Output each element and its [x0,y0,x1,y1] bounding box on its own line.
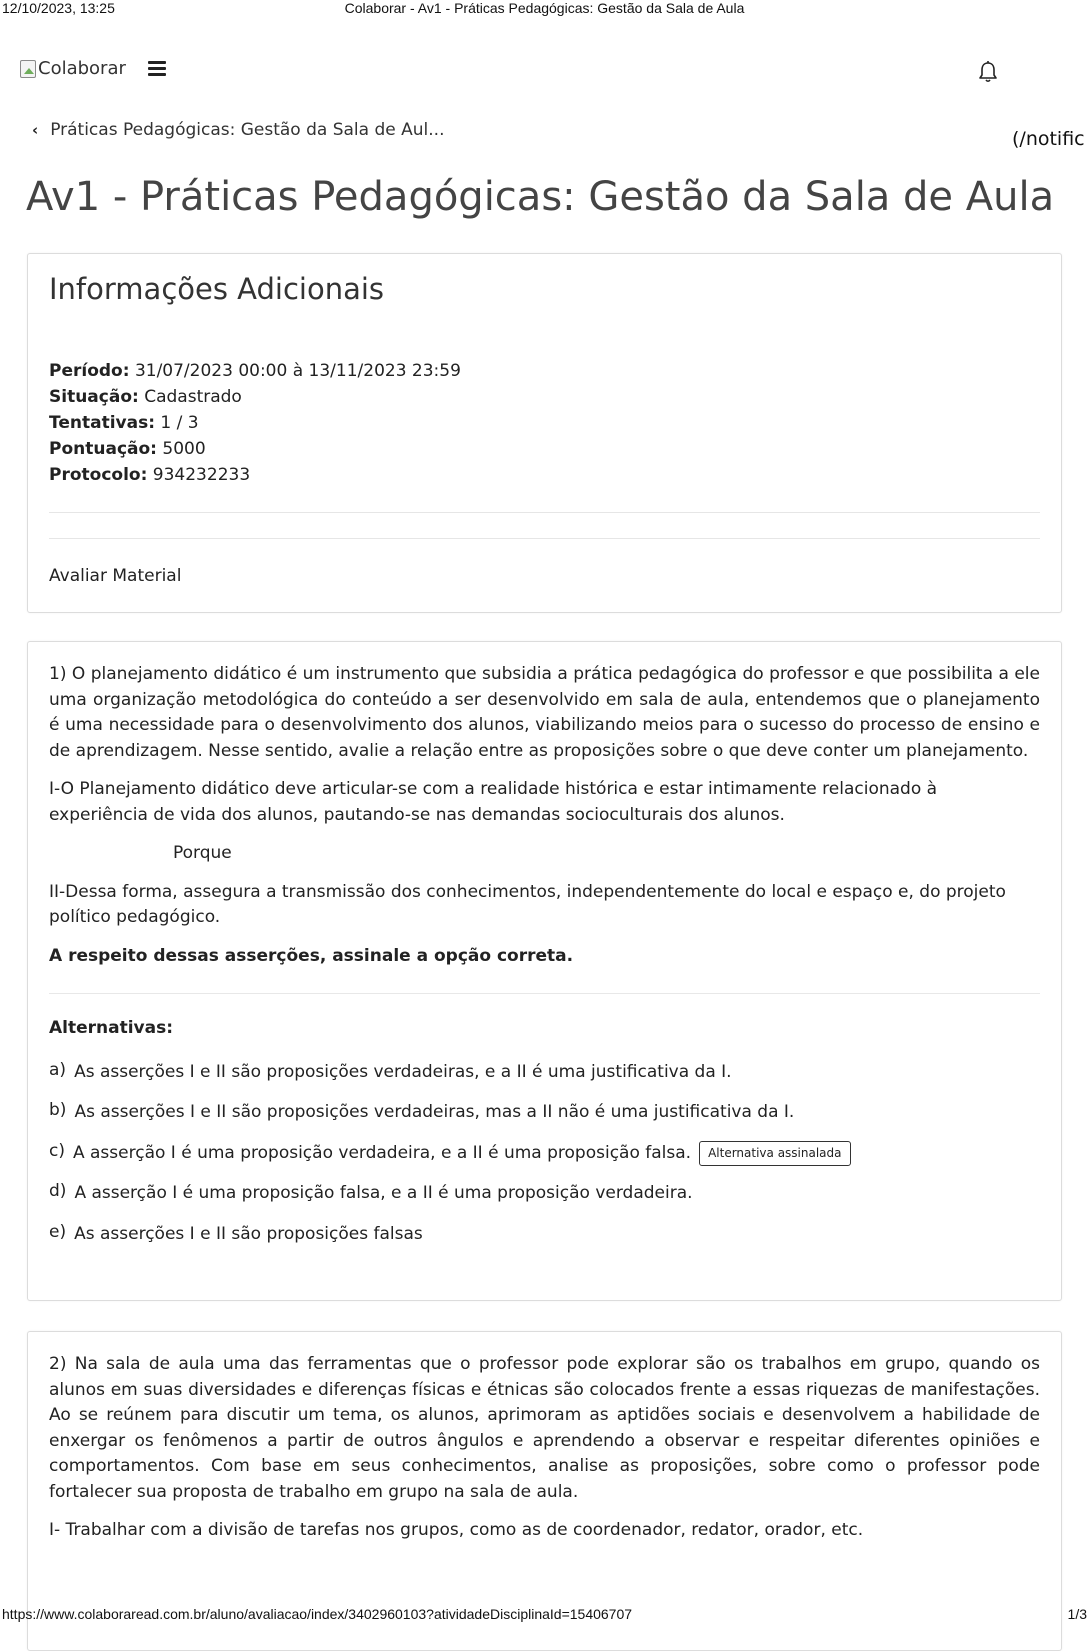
question-1-assertion-2: II-Dessa forma, assegura a transmissão dos conhecimentos, independentemente do local e espaço e, do projeto político pedagógico. [49,881,1006,927]
info-protocolo: Protocolo: 934232233 [49,465,251,485]
alternatives-heading: Alternativas: [49,1018,174,1038]
bell-icon[interactable] [977,60,999,84]
chevron-left-icon: ‹ [32,121,39,139]
info-tentativas: Tentativas: 1 / 3 [49,413,199,433]
alternative-e[interactable]: e) As asserções I e II são proposições falsas [49,1221,423,1244]
breadcrumb-back-link[interactable] [32,120,444,140]
question-1-instruction: A respeito dessas asserções, assinale a opção correta. [49,945,574,966]
print-footer [0,1604,1089,1626]
breadcrumb-label: Práticas Pedagógicas: Gestão da Sala de Aul... [50,120,445,140]
info-pontuacao: Pontuação: 5000 [49,439,206,459]
question-card-1 [27,641,1062,1301]
question-1-statement: 1) O planejamento didático é um instrumento que subsidia a prática pedagógica do professor e que possibilita a ele uma organização metodológica do conteúdo a ser desenvolvido em sala de aula, entendemos que o planejamento é uma necessidade para o desenvolvimento dos alunos, viabilizando meios para o sucesso do processo de ensino e de aprendizagem. Nesse sentido, avalie a relação entre as proposições sobre o que deve conter um planejamento. [49,664,1040,761]
question-1-assertion-1: I-O Planejamento didático deve articular-se com a realidade histórica e estar intimamente relacionado à experiência de vida dos alunos, pautando-se nas demandas socioculturais dos alunos. [49,779,938,825]
print-page-title: Colaborar - Av1 - Práticas Pedagógicas: Gestão da Sala de Aula [344,0,745,16]
additional-info-card [27,253,1062,613]
top-navbar [20,58,1089,88]
page-title: Av1 - Práticas Pedagógicas: Gestão da Sala de Aula [26,174,1055,220]
notifications-link[interactable]: (/notific [1012,128,1085,150]
print-datetime: 12/10/2023, 13:25 [2,0,115,16]
question-2-body [49,1352,1040,1557]
colaborar-logo[interactable] [20,58,126,79]
broken-image-icon [20,60,36,78]
print-page-number: 1/3 [1067,1606,1087,1622]
print-url: https://www.colaboraread.com.br/aluno/avaliacao/index/3402960103?atividadeDisciplinaId=15406707 [2,1606,633,1622]
info-card-title: Informações Adicionais [49,272,385,306]
alternative-a[interactable]: a) As asserções I e II são proposições verdadeiras, e a II é uma justificativa da I. [49,1059,732,1082]
divider [49,512,1040,513]
alternative-d[interactable]: d) A asserção I é uma proposição falsa, e a II é uma proposição verdadeira. [49,1181,693,1203]
hamburger-menu-icon[interactable] [148,61,166,77]
print-header [0,0,1089,20]
info-list [49,358,461,488]
info-situacao: Situação: Cadastrado [49,387,242,407]
question-card-2 [27,1331,1062,1651]
question-2-item-1: I- Trabalhar com a divisão de tarefas nos grupos, como as de coordenador, redator, orador, etc. [49,1520,864,1540]
question-1-porque: Porque [173,843,232,863]
question-2-statement: 2) Na sala de aula uma das ferramentas que o professor pode explorar são os trabalhos em grupo, quando os alunos em suas diversidades e diferenças físicas e étnicas são colocados frente a essas riquezas de manifestações. Ao se reúnem para discutir um tema, os alunos, aprimoram as aptidões sociais e desenvolvem a habilidade de enxergar os fenômenos a partir de outros ângulos e aprendendo a observar e respeitar diferentes opiniões e comportamentos. Com base em seus conhecimentos, analise as proposições, sobre como o professor pode fortalecer sua proposta de trabalho em grupo na sala de aula. [49,1354,1040,1502]
alternative-c[interactable]: c) A asserção I é uma proposição verdadeira, e a II é uma proposição falsa. Alternativa assinalada [49,1141,1040,1167]
divider [49,538,1040,539]
info-periodo: Período: 31/07/2023 00:00 à 13/11/2023 23:59 [49,361,461,381]
rate-material-link[interactable]: Avaliar Material [49,566,182,586]
alternative-b[interactable]: b) As asserções I e II são proposições verdadeiras, mas a II não é uma justificativa da I. [49,1100,795,1122]
question-1-body [49,662,1040,1262]
divider [49,993,1040,994]
logo-alt-text: Colaborar [38,58,126,79]
selected-alternative-badge: Alternativa assinalada [699,1141,850,1166]
